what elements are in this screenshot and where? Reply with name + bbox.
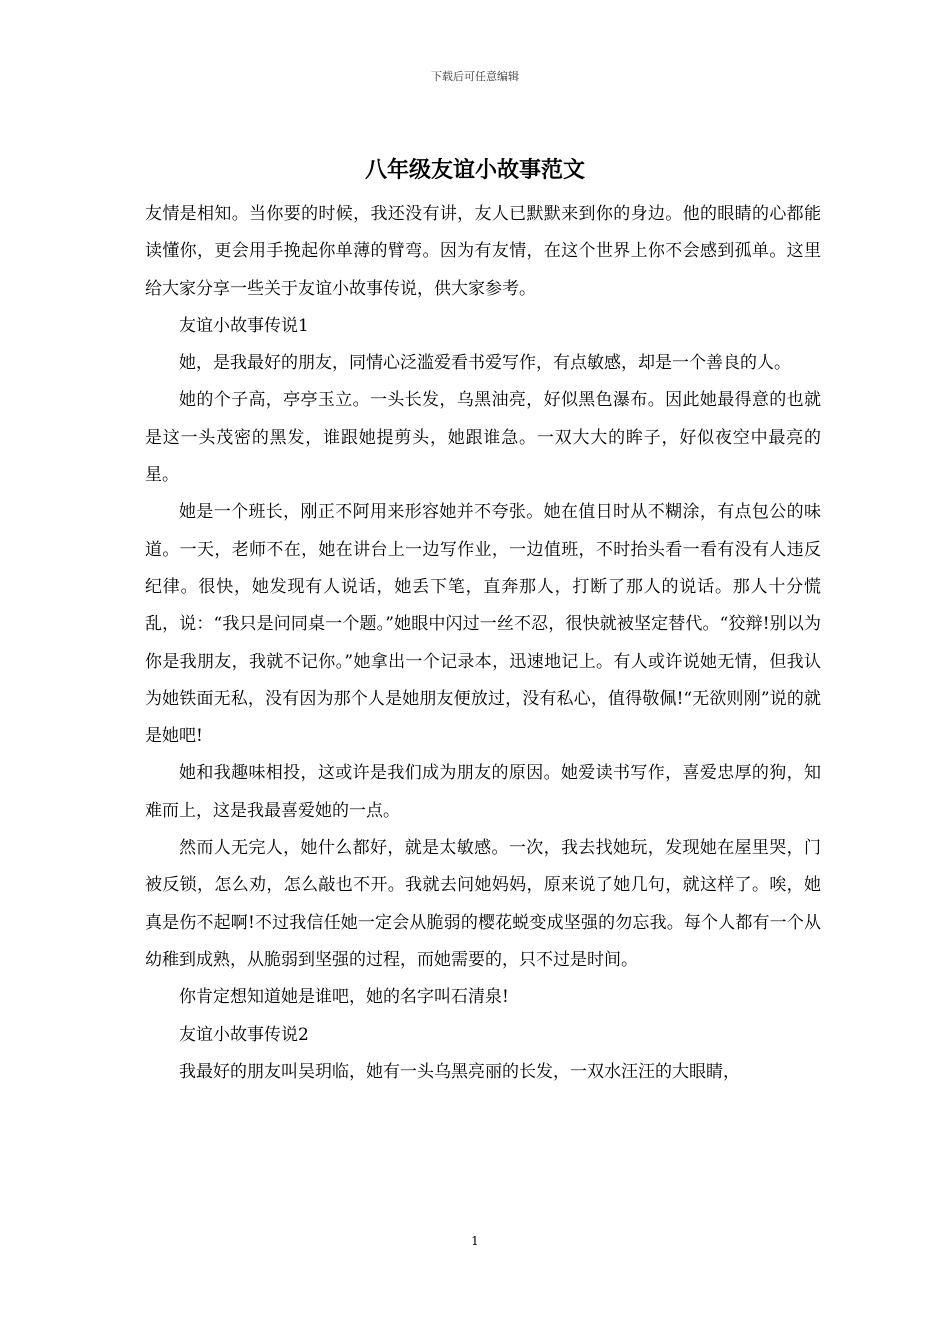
document-body [145, 196, 821, 1091]
section1-paragraph-1: 她，是我最好的朋友，同情心泛滥爱看书爱写作，有点敏感，却是一个善良的人。 [179, 353, 791, 374]
section1-paragraph-4: 她和我趣味相投，这或许是我们成为朋友的原因。她爱读书写作，喜爱忠厚的狗，知难而上，这是我最喜爱她的一点。 [145, 763, 821, 821]
page-number: 1 [471, 1234, 479, 1248]
page-header-note: 下载后可任意编辑 [431, 70, 519, 83]
document-title: 八年级友谊小故事范文 [364, 157, 585, 183]
intro-paragraph: 友情是相知。当你要的时候，我还没有讲，友人已默默来到你的身边。他的眼睛的心都能读懂你，更会用手挽起你单薄的臂弯。因为有友情，在这个世界上你不会感到孤单。这里给大家分享一些关于友谊小故事传说，供大家参考。 [145, 204, 821, 299]
section1-paragraph-2: 她的个子高，亭亭玉立。一头长发，乌黑油亮，好似黑色瀑布。因此她最得意的也就是这一头茂密的黑发，谁跟她提剪头，她跟谁急。一双大大的眸子，好似夜空中最亮的星。 [145, 390, 821, 486]
section1-paragraph-3: 她是一个班长，刚正不阿用来形容她并不夸张。她在值日时从不糊涂，有点包公的味道。一天，老师不在，她在讲台上一边写作业，一边值班，不时抬头看一看有没有人违反纪律。很快，她发现有人说话，她丢下笔，直奔那人，打断了那人的说话。那人十分慌乱，说：“我只是问同桌一个题。”她眼中闪过一丝不忍，很快就被坚定替代。“狡辩!别以为你是我朋友，我就不记你。”她拿出一个记录本，迅速地记上。有人或许说她无情，但我认为她铁面无私，没有因为那个人是她朋友便放过，没有私心，值得敬佩!“无欲则刚”说的就是她吧! [145, 502, 821, 747]
section1-paragraph-5: 然而人无完人，她什么都好，就是太敏感。一次，我去找她玩，发现她在屋里哭，门被反锁，怎么劝，怎么敲也不开。我就去问她妈妈，原来说了她几句，就这样了。唉，她真是伤不起啊!不过我信任她一定会从脆弱的樱花蜕变成坚强的勿忘我。每个人都有一个从幼稚到成熟，从脆弱到坚强的过程，而她需要的，只不过是时间。 [145, 838, 821, 970]
section-heading-2: 友谊小故事传说2 [179, 1024, 309, 1045]
section2-paragraph-1: 我最好的朋友叫吴玥临，她有一头乌黑亮丽的长发，一双水汪汪的大眼睛， [179, 1061, 740, 1082]
section-heading-1: 友谊小故事传说1 [179, 315, 309, 336]
section1-paragraph-6: 你肯定想知道她是谁吧，她的名字叫石清泉! [179, 987, 509, 1008]
